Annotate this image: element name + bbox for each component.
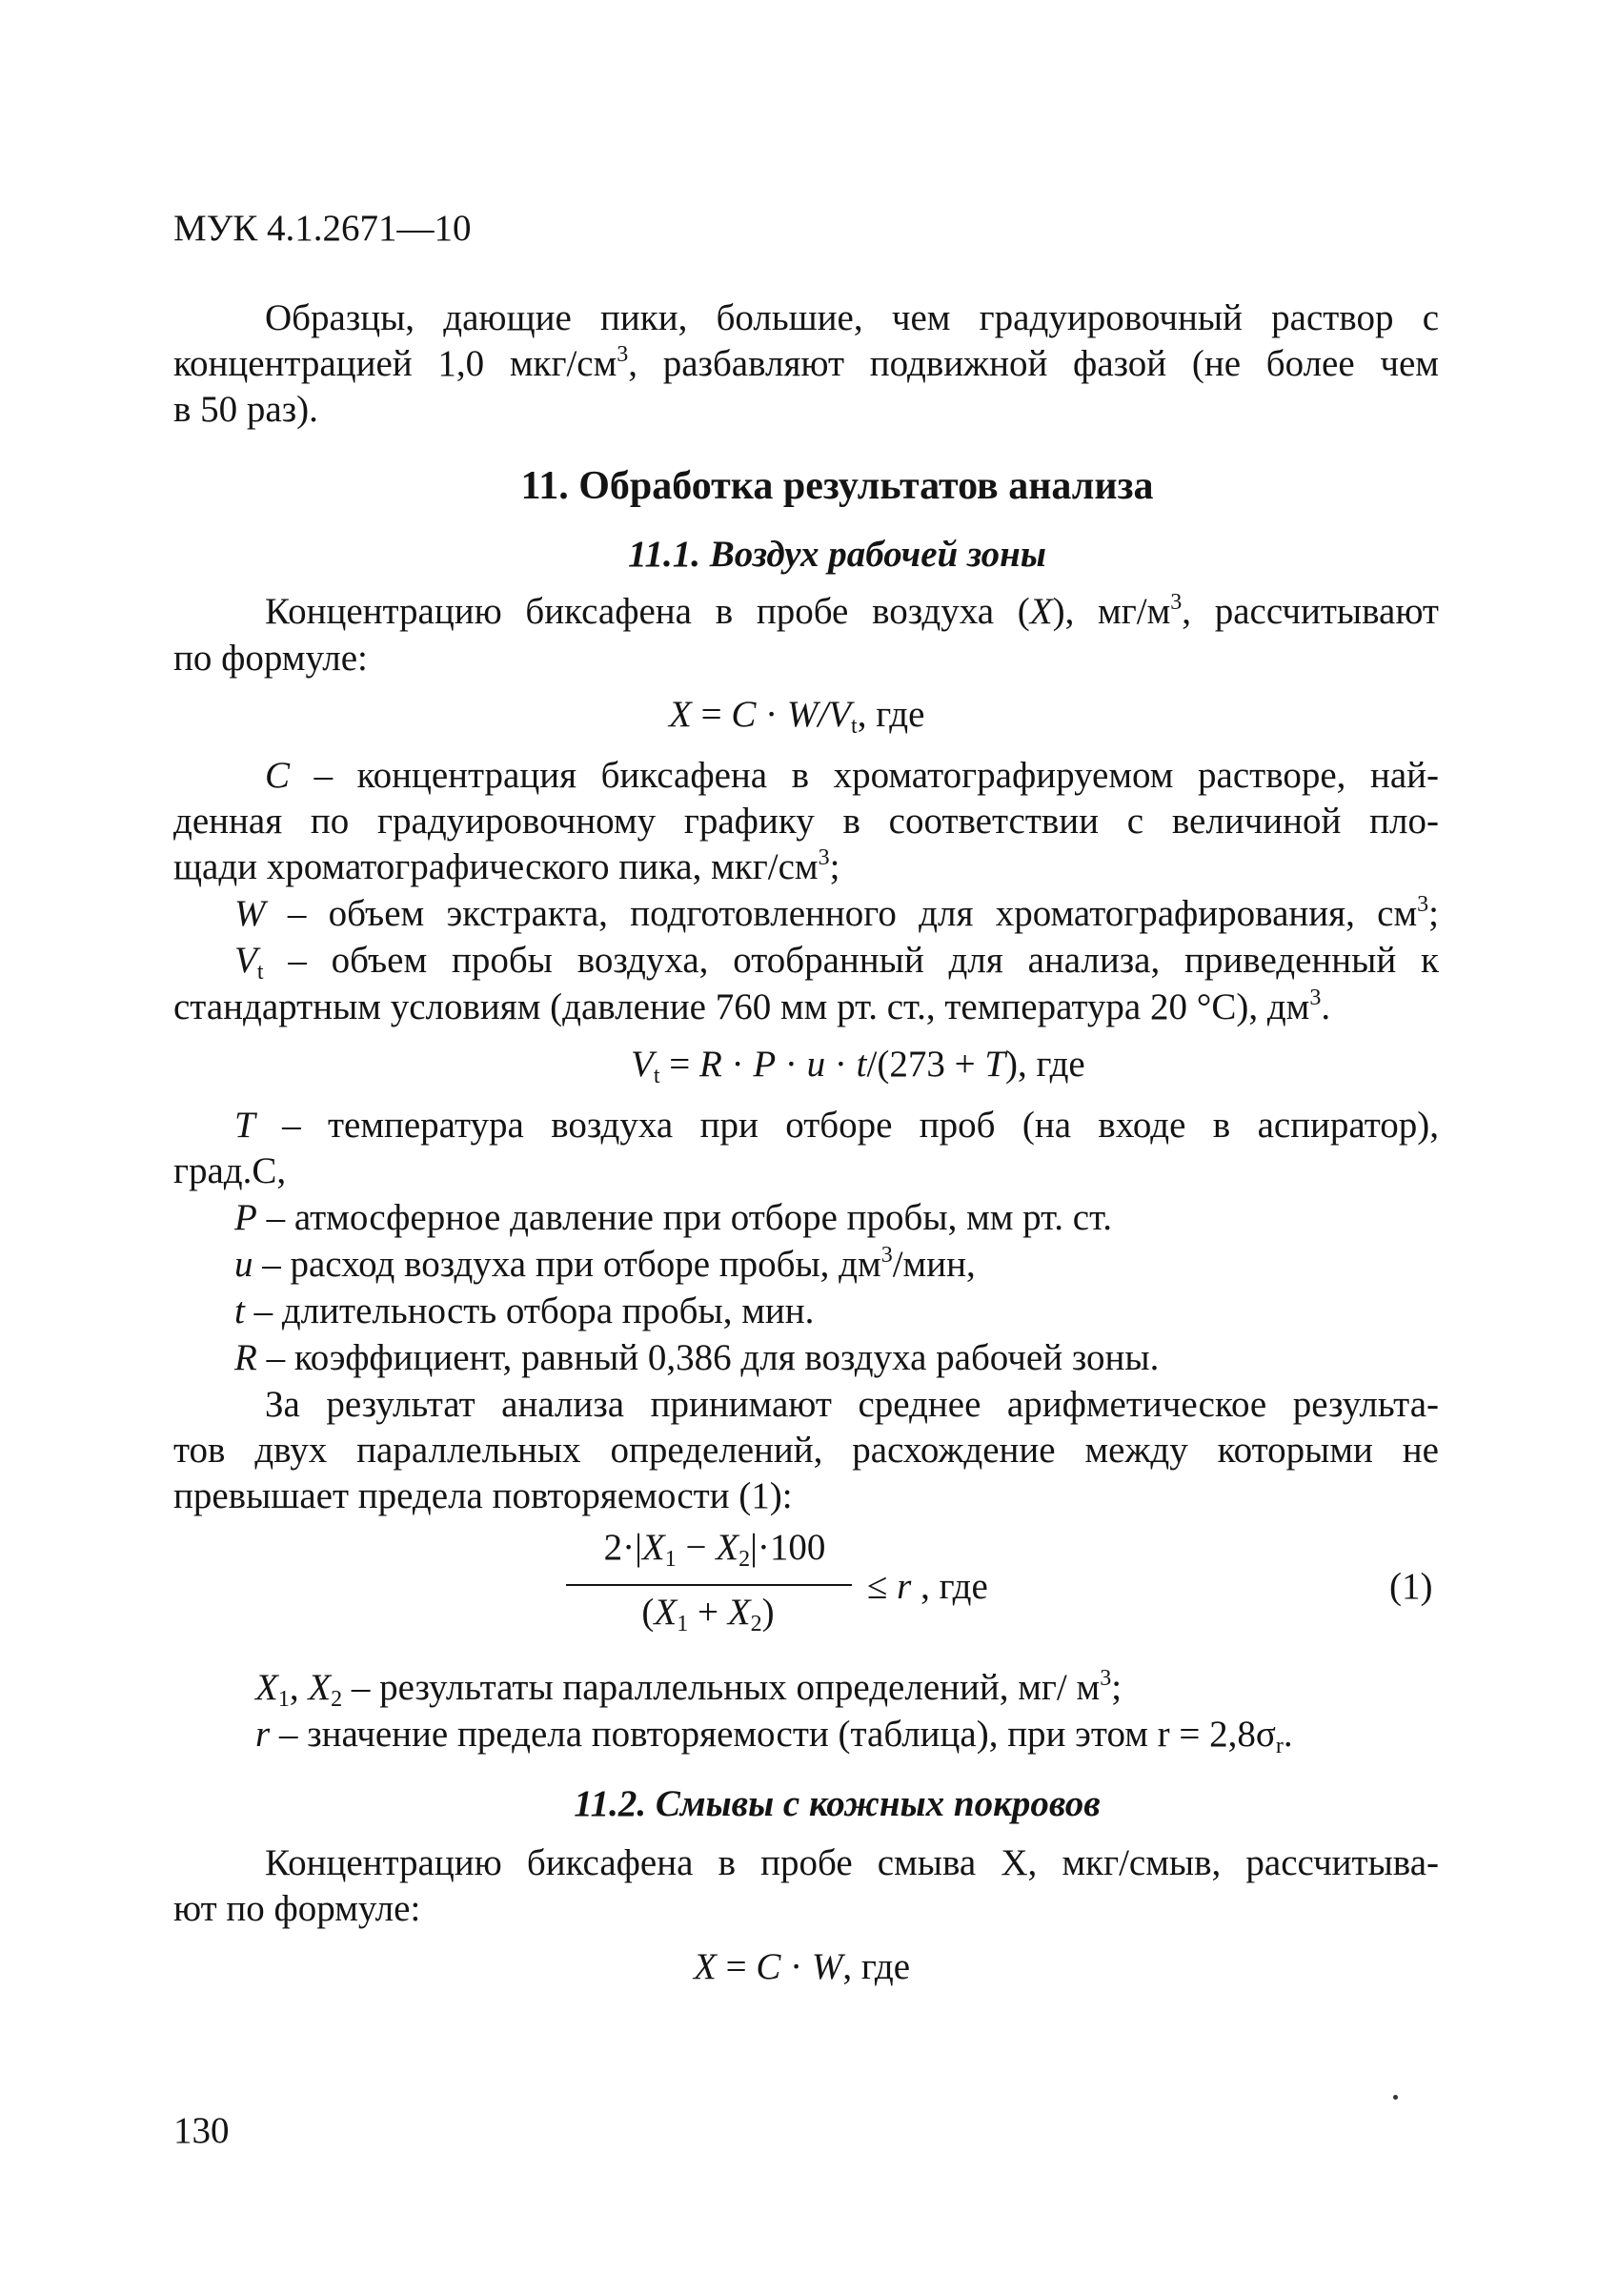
air-para-line-2: по формуле: <box>173 638 368 679</box>
def-vt-line-2: стандартным условиям (давление 760 мм рт. ст., температура 20 °С), $дм^3$. <box>173 985 1331 1027</box>
def-c-line-3: щади хроматографического пика, мкг/$см^3$; <box>173 845 840 887</box>
result-line-1: За результат анализа принимают среднее арифметическое результа- <box>265 1384 1439 1425</box>
page-number: 130 <box>173 2110 230 2151</box>
scan-dot <box>1393 2095 1398 2100</box>
def-p: P – атмосферное давление при отборе пробы, мм рт. ст. <box>234 1197 1112 1238</box>
def-vt-line-1: $V_t$ – объем пробы воздуха, отобранный для анализа, приведенный к <box>234 940 1439 985</box>
doc-code-header: МУК 4.1.2671—10 <box>173 208 472 249</box>
intro-line-1: Образцы, дающие пики, большие, чем градуировочный раствор с <box>265 297 1439 338</box>
def-c-line-1: C – концентрация биксафена в хроматографируемом растворе, най- <box>265 755 1439 796</box>
def-t-line-1: T – температура воздуха при отборе проб (на входе в аспиратор), <box>234 1105 1439 1146</box>
formula-vt: $V_t = R \cdot P \cdot u \cdot t/(273 + T)$, где <box>631 1044 1085 1088</box>
result-line-2: тов двух параллельных определений, расхождение между которыми не <box>173 1430 1439 1471</box>
air-para-line-1: Концентрацию биксафена в пробе воздуха (X), $мг/м^3$, рассчитывают <box>265 590 1439 632</box>
result-line-3: превышает предела повторяемости (1): <box>173 1475 793 1516</box>
skin-para-line-2: ют по формуле: <box>173 1888 421 1929</box>
formula-air-concentration: $X = C \cdot W/V_t$, где <box>669 694 925 739</box>
subsection-title-air: 11.1. Воздух рабочей зоны <box>628 534 1046 575</box>
intro-line-2: концентрацией 1,0 мкг/$см^3$, разбавляют подвижной фазой (не более чем <box>173 342 1439 384</box>
skin-para-line-1: Концентрацию биксафена в пробе смыва X, мкг/смыв, рассчитыва- <box>265 1842 1439 1883</box>
def-t-duration: t – длительность отбора пробы, мин. <box>234 1290 815 1331</box>
def-w: W – объем экстракта, подготовленного для хроматографирования, $см^3$; <box>234 892 1439 934</box>
formula-repeatability-relation: ≤ r , где <box>867 1566 988 1607</box>
def-r-repeatability: r – значение предела повторяемости (таблица), при этом $r = 2,8\sigma_r$. <box>255 1714 1293 1758</box>
subsection-title-skin: 11.2. Смывы с кожных покровов <box>574 1783 1101 1824</box>
def-u: u – расход воздуха при отборе пробы, $дм^3$/мин, <box>234 1243 976 1285</box>
def-t-line-2: град.С, <box>173 1150 287 1191</box>
def-r-coefficient: R – коэффициент, равный 0,386 для воздуха рабочей зоны. <box>234 1337 1160 1378</box>
fraction-numerator: $2\cdot|X_1 - X_2|\cdot 100$ <box>603 1527 826 1572</box>
formula-repeatability <box>562 1525 867 1649</box>
fraction-bar <box>566 1584 852 1586</box>
def-c-line-2: денная по градуировочному графику в соответствии с величиной пло- <box>173 801 1439 842</box>
section-title: 11. Обработка результатов анализа <box>520 464 1154 508</box>
fraction-denominator: $(X_1 + X_2)$ <box>641 1592 775 1636</box>
formula-skin-concentration: X = C · W, где <box>694 1946 911 1987</box>
def-x1-x2: $X_1$, $X_2$ – результаты параллельных определений, мг/ $м^3$; <box>255 1666 1123 1712</box>
equation-number: (1) <box>1389 1566 1433 1607</box>
intro-line-3: в 50 раз). <box>173 389 318 430</box>
